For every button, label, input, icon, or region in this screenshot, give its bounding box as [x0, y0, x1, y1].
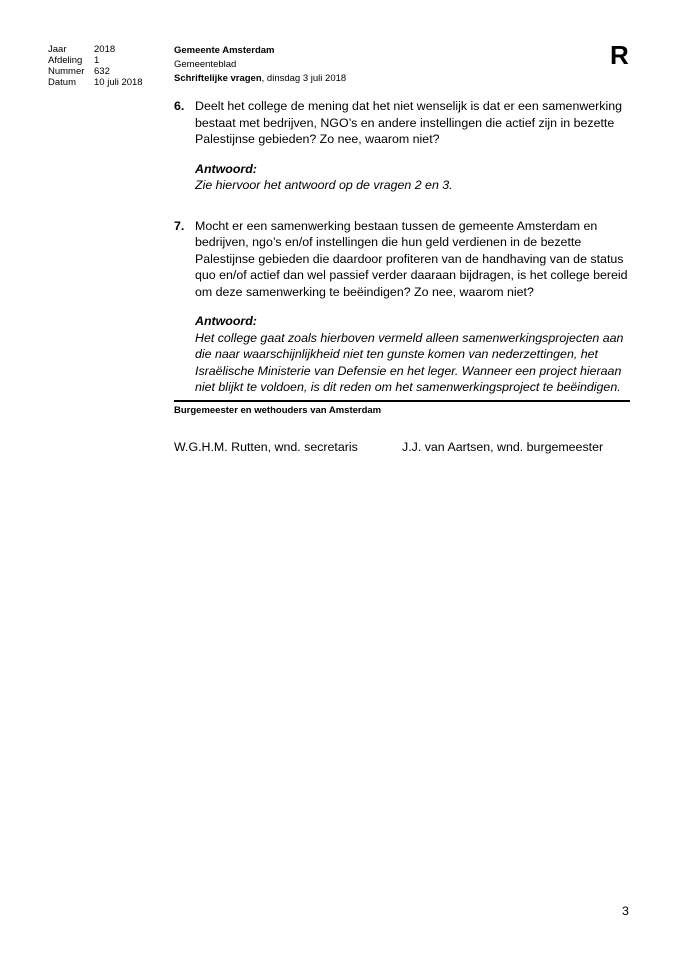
question-number: 7.	[174, 218, 185, 233]
organization-name: Gemeente Amsterdam	[174, 45, 275, 56]
meta-label: Afdeling	[48, 55, 83, 66]
page-number: 3	[622, 904, 629, 918]
meta-row-number	[48, 66, 143, 77]
answer-label: Antwoord:	[195, 314, 257, 328]
subject-title: Schriftelijke vragen	[174, 73, 262, 84]
publication-name: Gemeenteblad	[174, 59, 237, 70]
subject-date: , dinsdag 3 juli 2018	[261, 73, 347, 84]
answer-text: Het college gaat zoals hierboven vermeld alleen samenwerkingsprojecten aan die naar waarschijnlijkheid niet ten gunste komen van nederzettingen, het Israëlische Ministerie van Defensie en het leger. Wanneer een project hieraan niet blijkt te voldoen, is dit reden om het samenwerkingsproject te beëindigen.	[195, 330, 624, 394]
meta-row-department	[48, 55, 143, 66]
question-text: Mocht er een samenwerking bestaan tussen de gemeente Amsterdam en bedrijven, ngo’s en/of instellingen die hun geld verdienen in de bezette Palestijnse gebieden die daardoor profiteren van de handhaving van de status quo en/of actief dan wel passief verder daaraan bijdragen, is het college bereid om deze samenwerking te beëindigen? Zo nee, waarom niet?	[195, 218, 628, 299]
meta-label: Nummer	[48, 66, 85, 77]
answer-7	[195, 313, 630, 396]
mayor-name: J.J. van Aartsen, wnd. burgemeester	[402, 440, 604, 454]
meta-value: 1	[94, 55, 100, 66]
section-letter: R	[610, 40, 629, 70]
meta-row-year	[48, 44, 143, 55]
meta-row-date	[48, 77, 143, 88]
document-meta	[48, 44, 143, 88]
signature-title: Burgemeester en wethouders van Amsterdam	[174, 405, 382, 416]
answer-text: Zie hiervoor het antwoord op de vragen 2 en 3.	[195, 178, 453, 192]
subject-line	[174, 72, 346, 86]
secretary-name: W.G.H.M. Rutten, wnd. secretaris	[174, 440, 358, 454]
document-header	[174, 44, 346, 86]
signatories	[174, 440, 603, 454]
signature-divider	[174, 400, 630, 402]
question-text: Deelt het college de mening dat het niet wenselijk is dat er een samenwerking bestaat met bedrijven, NGO’s en andere instellingen die actief zijn in bezette Palestijnse gebieden? Zo nee, waarom niet?	[195, 99, 623, 146]
answer-6	[195, 161, 630, 194]
document-body	[174, 98, 630, 396]
meta-label: Datum	[48, 77, 76, 88]
answer-label: Antwoord:	[195, 161, 257, 176]
meta-label: Jaar	[48, 44, 67, 55]
question-7	[174, 218, 630, 301]
meta-value: 632	[94, 66, 110, 77]
question-number: 6.	[174, 99, 185, 113]
meta-value: 2018	[94, 44, 116, 55]
meta-value: 10 juli 2018	[94, 77, 143, 88]
question-6	[174, 98, 630, 148]
